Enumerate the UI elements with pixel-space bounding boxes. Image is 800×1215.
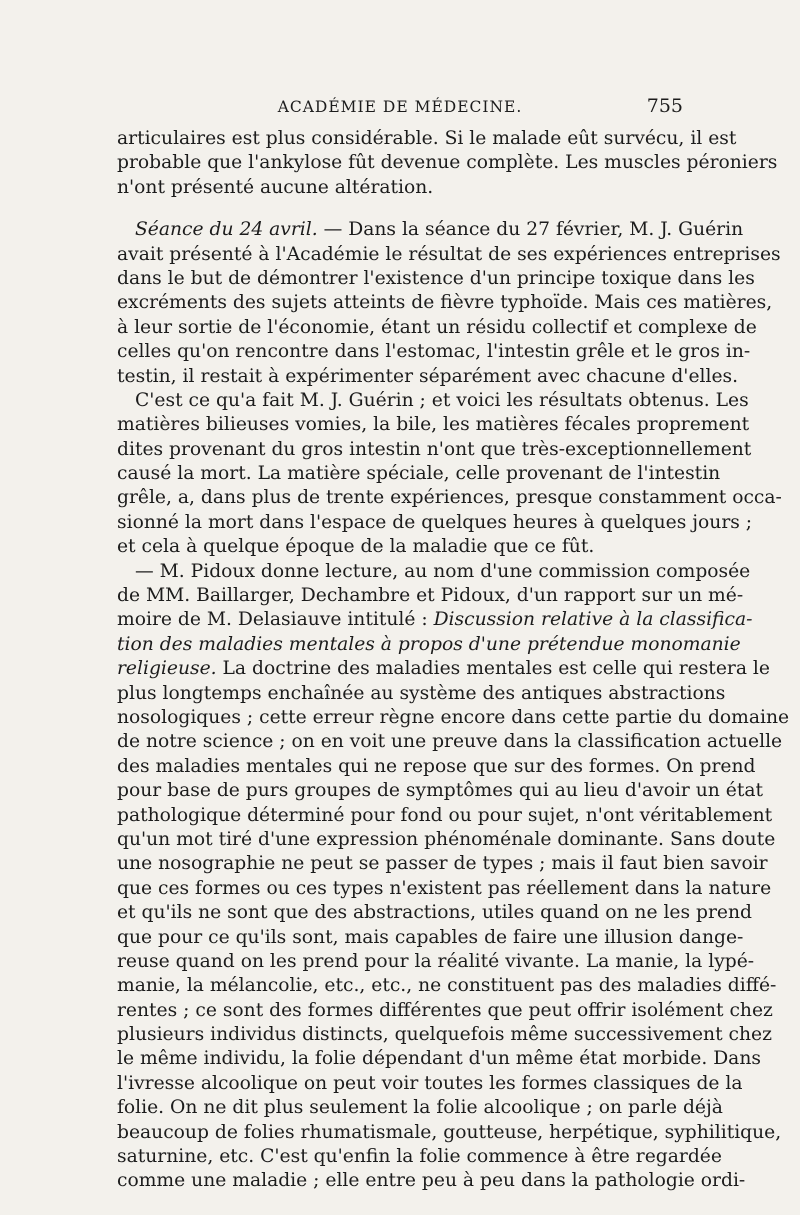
text-line bbox=[117, 657, 770, 681]
text-line: saturnine, etc. C'est qu'enfin la folie commence à être regardée bbox=[117, 1146, 722, 1168]
text-line: de notre science ; on en voit une preuve dans la classification actuelle bbox=[117, 731, 783, 753]
paragraph-4 bbox=[117, 560, 790, 1194]
text-line: C'est ce qu'a fait M. J. Guérin ; et voici les résultats obtenus. Les bbox=[135, 389, 749, 411]
text-line: manie, la mélancolie, etc., etc., ne constituent pas des maladies diffé- bbox=[117, 975, 777, 997]
memoir-title-end: religieuse. bbox=[117, 658, 217, 680]
text-line: testin, il restait à expérimenter séparément avec chacune d'elles. bbox=[117, 365, 739, 387]
page-header bbox=[117, 95, 683, 126]
text-line: pathologique déterminé pour fond ou pour sujet, n'ont véritablement bbox=[117, 804, 773, 826]
text-line: plus longtemps enchaînée au système des antiques abstractions bbox=[117, 682, 726, 704]
text-line: l'ivresse alcoolique on peut voir toutes les formes classiques de la bbox=[117, 1072, 743, 1094]
body-text bbox=[117, 127, 790, 1194]
text-line bbox=[117, 218, 744, 242]
text-line: et qu'ils ne sont que des abstractions, utiles quand on ne les prend bbox=[117, 902, 752, 924]
text-line: celles qu'on rencontre dans l'estomac, l'intestin grêle et le gros in- bbox=[117, 341, 751, 363]
text-line: — M. Pidoux donne lecture, au nom d'une commission composée bbox=[135, 560, 751, 582]
text-run: La doctrine des maladies mentales est celle qui restera le bbox=[216, 658, 770, 680]
text-line: pour base de purs groupes de symptômes qui au lieu d'avoir un état bbox=[117, 780, 763, 802]
session-date: Séance du 24 avril. bbox=[135, 219, 318, 241]
text-run: — Dans la séance du 27 février, M. J. Guérin bbox=[317, 219, 744, 241]
text-line: rentes ; ce sont des formes différentes que peut offrir isolément chez bbox=[117, 999, 773, 1021]
text-line: dites provenant du gros intestin n'ont que très-exceptionnellement bbox=[117, 438, 752, 460]
text-line: le même individu, la folie dépendant d'un même état morbide. Dans bbox=[117, 1048, 761, 1070]
text-run: moire de M. Delasiauve intitulé : bbox=[117, 609, 434, 631]
text-line: que ces formes ou ces types n'existent pas réellement dans la nature bbox=[117, 877, 772, 899]
text-line: matières bilieuses vomies, la bile, les matières fécales proprement bbox=[117, 414, 750, 436]
paragraph-3 bbox=[117, 389, 782, 560]
text-line: causé la mort. La matière spéciale, celle provenant de l'intestin bbox=[117, 463, 721, 485]
text-line: beaucoup de folies rhumatismale, goutteuse, herpétique, syphilitique, bbox=[117, 1121, 782, 1143]
text-line: de MM. Baillarger, Dechambre et Pidoux, d'un rapport sur un mé- bbox=[117, 585, 744, 607]
text-line: probable que l'ankylose fût devenue complète. Les muscles péroniers bbox=[117, 152, 778, 174]
text-line: folie. On ne dit plus seulement la folie alcoolique ; on parle déjà bbox=[117, 1097, 723, 1119]
text-line: tion des maladies mentales à propos d'une prétendue monomanie bbox=[117, 633, 741, 655]
text-line: que pour ce qu'ils sont, mais capables de faire une illusion dange- bbox=[117, 926, 744, 948]
text-line: nosologiques ; cette erreur règne encore dans cette partie du domaine bbox=[117, 706, 790, 728]
text-line: excréments des sujets atteints de fièvre typhoïde. Mais ces matières, bbox=[117, 292, 773, 314]
text-line: comme une maladie ; elle entre peu à peu dans la pathologie ordi- bbox=[117, 1170, 746, 1192]
text-line: sionné la mort dans l'espace de quelques heures à quelques jours ; bbox=[117, 511, 753, 533]
paragraph-2 bbox=[117, 218, 781, 389]
paragraph-1 bbox=[117, 127, 778, 200]
text-line: qu'un mot tiré d'une expression phénoménale dominante. Sans doute bbox=[117, 828, 776, 850]
page-number: 755 bbox=[646, 95, 683, 117]
text-line: grêle, a, dans plus de trente expériences, presque constamment occa- bbox=[117, 487, 782, 509]
running-head: ACADÉMIE DE MÉDECINE. bbox=[277, 98, 523, 116]
memoir-title: Discussion relative à la classifica- bbox=[433, 609, 753, 631]
text-line: et cela à quelque époque de la maladie que ce fût. bbox=[117, 536, 595, 558]
paragraph-gap bbox=[117, 200, 683, 218]
text-line: reuse quand on les prend pour la réalité vivante. La manie, la lypé- bbox=[117, 950, 755, 972]
text-line: n'ont présenté aucune altération. bbox=[117, 176, 434, 198]
text-line: des maladies mentales qui ne repose que sur des formes. On prend bbox=[117, 755, 756, 777]
text-line: plusieurs individus distincts, quelquefois même successivement chez bbox=[117, 1024, 772, 1046]
text-line: à leur sortie de l'économie, étant un résidu collectif et complexe de bbox=[117, 316, 757, 338]
text-line bbox=[117, 608, 753, 632]
text-line: dans le but de démontrer l'existence d'un principe toxique dans les bbox=[117, 267, 755, 289]
text-line: une nosographie ne peut se passer de types ; mais il faut bien savoir bbox=[117, 853, 768, 875]
text-line: avait présenté à l'Académie le résultat de ses expériences entreprises bbox=[117, 243, 781, 265]
text-line: articulaires est plus considérable. Si le malade eût survécu, il est bbox=[117, 128, 737, 149]
